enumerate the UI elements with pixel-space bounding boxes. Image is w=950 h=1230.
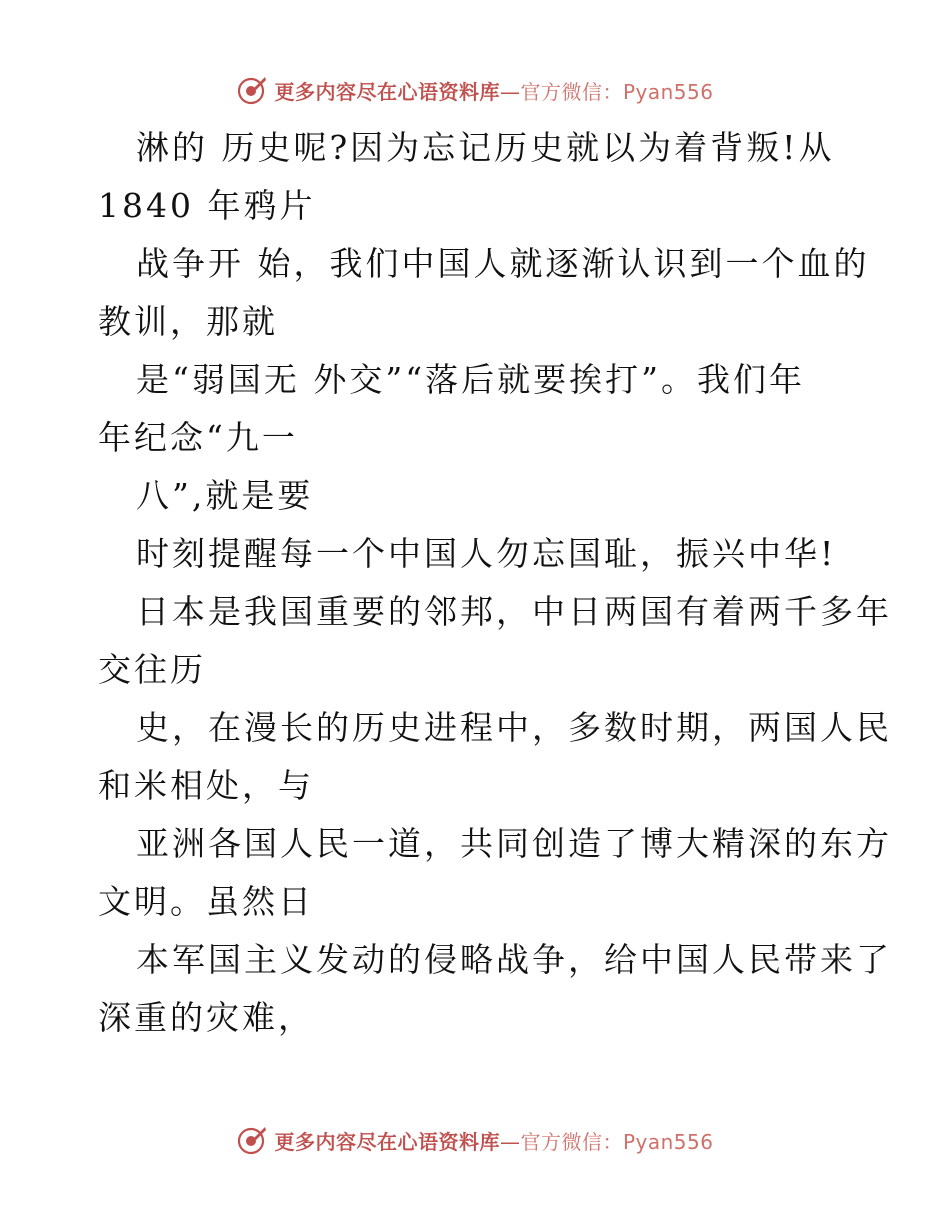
body-line: 1840 年鸦片 [98, 186, 316, 225]
pen-logo-icon [236, 74, 268, 106]
body-line: 教训，那就 [98, 302, 278, 341]
body-line: 年纪念“九一 [98, 418, 298, 457]
footer-banner [0, 1122, 950, 1158]
body-line: 本军国主义发动的侵略战争，给中国人民带来了 [136, 940, 892, 979]
body-line: 亚洲各国人民一道，共同创造了博大精深的东方 [136, 824, 892, 863]
header-banner-title: 更多内容尽在心语资料库 [274, 79, 500, 104]
body-line: 是“弱国无 外交”“落后就要挨打”。我们年 [136, 360, 805, 399]
header-banner-text [274, 76, 713, 105]
body-line: 日本是我国重要的邻邦，中日两国有着两千多年 [136, 592, 892, 631]
footer-banner-text [274, 1126, 713, 1155]
header-banner [0, 72, 950, 108]
header-banner-separator: — [499, 79, 521, 104]
body-line: 淋的 历史呢?因为忘记历史就以为着背叛!从 [136, 128, 835, 167]
footer-banner-separator: — [499, 1129, 521, 1154]
header-banner-contact: 官方微信：Pyan556 [520, 79, 714, 104]
body-line: 深重的灾难， [98, 998, 314, 1037]
body-line: 文明。虽然日 [98, 882, 314, 921]
body-line: 和米相处，与 [98, 766, 314, 805]
body-line: 战争开 始，我们中国人就逐渐认识到一个血的 [136, 244, 870, 283]
pen-logo-icon [236, 1124, 268, 1156]
footer-banner-title: 更多内容尽在心语资料库 [274, 1129, 500, 1154]
document-body [98, 119, 892, 1047]
footer-banner-contact: 官方微信：Pyan556 [520, 1129, 714, 1154]
body-line: 时刻提醒每一个中国人勿忘国耻，振兴中华! [136, 534, 837, 573]
body-line: 交往历 [98, 650, 206, 689]
body-line: 八”,就是要 [136, 476, 314, 515]
body-line: 史，在漫长的历史进程中，多数时期，两国人民 [136, 708, 892, 747]
